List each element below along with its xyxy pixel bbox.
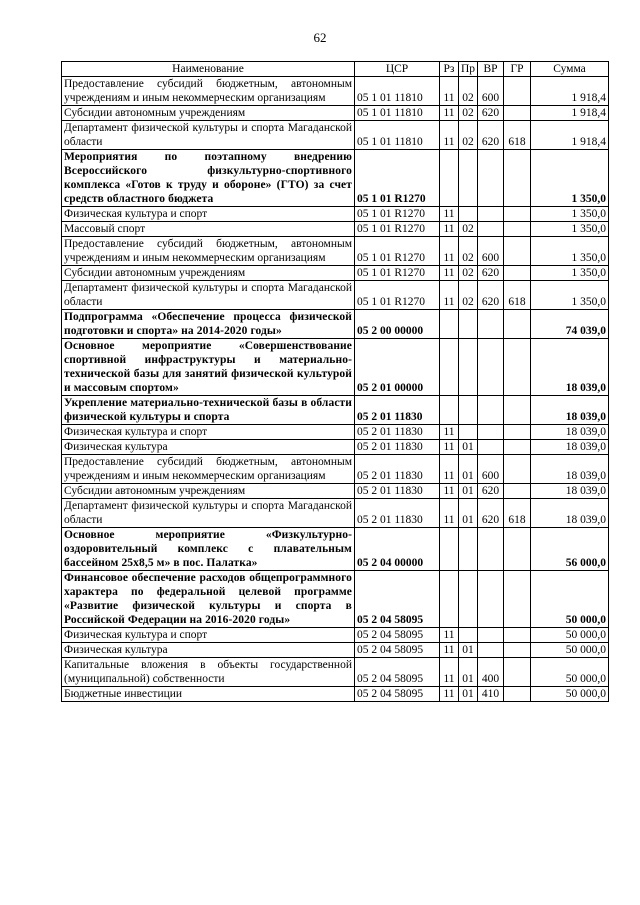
- row-csr: 05 2 04 58095: [355, 687, 440, 702]
- row-csr: 05 2 04 58095: [355, 571, 440, 628]
- row-rz: [440, 528, 459, 571]
- row-name: Предоставление субсидий бюджетным, автономным учреждениям и иным некоммерческим организациям: [62, 455, 355, 484]
- row-rz: [440, 310, 459, 339]
- row-csr: 05 1 01 R1270: [355, 266, 440, 281]
- row-vr: 410: [478, 687, 504, 702]
- row-sum: 50 000,0: [531, 687, 609, 702]
- row-pr: 01: [459, 499, 478, 528]
- row-gr: [504, 237, 531, 266]
- row-pr: [459, 425, 478, 440]
- row-pr: 01: [459, 484, 478, 499]
- row-sum: 18 039,0: [531, 440, 609, 455]
- row-rz: 11: [440, 628, 459, 643]
- row-sum: 1 350,0: [531, 150, 609, 207]
- table-row: [62, 222, 609, 237]
- row-rz: 11: [440, 643, 459, 658]
- row-rz: 11: [440, 440, 459, 455]
- row-pr: 01: [459, 440, 478, 455]
- table-row: [62, 310, 609, 339]
- row-csr: 05 2 01 11830: [355, 499, 440, 528]
- row-name: Департамент физической культуры и спорта Магаданской области: [62, 499, 355, 528]
- row-pr: 01: [459, 643, 478, 658]
- row-rz: 11: [440, 266, 459, 281]
- row-name: Субсидии автономным учреждениям: [62, 266, 355, 281]
- row-pr: 02: [459, 77, 478, 106]
- row-gr: [504, 222, 531, 237]
- row-rz: 11: [440, 455, 459, 484]
- row-vr: [478, 571, 504, 628]
- row-csr: 05 1 01 R1270: [355, 237, 440, 266]
- row-pr: [459, 396, 478, 425]
- row-sum: 18 039,0: [531, 455, 609, 484]
- row-sum: 18 039,0: [531, 484, 609, 499]
- row-csr: 05 2 01 11830: [355, 425, 440, 440]
- row-gr: [504, 571, 531, 628]
- table-row: [62, 425, 609, 440]
- row-name: Субсидии автономным учреждениям: [62, 106, 355, 121]
- row-name: Основное мероприятие «Совершенствование спортивной инфраструктуры и материально-технической базы для занятий физической культурой и массовым спортом»: [62, 339, 355, 396]
- row-name: Бюджетные инвестиции: [62, 687, 355, 702]
- row-rz: 11: [440, 658, 459, 687]
- table-row: [62, 121, 609, 150]
- row-rz: 11: [440, 281, 459, 310]
- row-pr: [459, 150, 478, 207]
- table-row: [62, 658, 609, 687]
- table-header-row: [62, 62, 609, 77]
- row-gr: [504, 339, 531, 396]
- row-rz: 11: [440, 77, 459, 106]
- row-csr: 05 1 01 11810: [355, 106, 440, 121]
- row-sum: 56 000,0: [531, 528, 609, 571]
- table-row: [62, 499, 609, 528]
- row-rz: [440, 396, 459, 425]
- row-csr: 05 1 01 R1270: [355, 222, 440, 237]
- table-row: [62, 150, 609, 207]
- row-csr: 05 2 00 00000: [355, 310, 440, 339]
- row-vr: [478, 207, 504, 222]
- row-gr: [504, 207, 531, 222]
- row-pr: [459, 528, 478, 571]
- row-gr: [504, 484, 531, 499]
- table-row: [62, 396, 609, 425]
- table-row: [62, 339, 609, 396]
- row-name: Субсидии автономным учреждениям: [62, 484, 355, 499]
- row-name: Департамент физической культуры и спорта Магаданской области: [62, 281, 355, 310]
- row-pr: 01: [459, 687, 478, 702]
- row-gr: [504, 628, 531, 643]
- row-rz: 11: [440, 207, 459, 222]
- budget-table: [61, 61, 609, 702]
- row-csr: 05 2 01 11830: [355, 440, 440, 455]
- row-vr: 600: [478, 455, 504, 484]
- row-name: Физическая культура и спорт: [62, 628, 355, 643]
- row-pr: 02: [459, 266, 478, 281]
- row-name: Предоставление субсидий бюджетным, автономным учреждениям и иным некоммерческим организациям: [62, 237, 355, 266]
- row-gr: [504, 310, 531, 339]
- row-name: Предоставление субсидий бюджетным, автономным учреждениям и иным некоммерческим организациям: [62, 77, 355, 106]
- row-rz: [440, 571, 459, 628]
- row-sum: 18 039,0: [531, 425, 609, 440]
- row-rz: [440, 339, 459, 396]
- row-rz: [440, 150, 459, 207]
- row-name: Физическая культура и спорт: [62, 207, 355, 222]
- row-sum: 1 350,0: [531, 281, 609, 310]
- row-gr: [504, 528, 531, 571]
- row-name: Физическая культура: [62, 643, 355, 658]
- row-vr: [478, 150, 504, 207]
- header-gr: ГР: [504, 62, 531, 77]
- row-rz: 11: [440, 121, 459, 150]
- row-pr: 02: [459, 237, 478, 266]
- header-pr: Пр: [459, 62, 478, 77]
- table-row: [62, 106, 609, 121]
- row-csr: 05 2 01 11830: [355, 484, 440, 499]
- table-row: [62, 484, 609, 499]
- row-gr: [504, 643, 531, 658]
- row-gr: [504, 658, 531, 687]
- header-sum: Сумма: [531, 62, 609, 77]
- row-sum: 50 000,0: [531, 658, 609, 687]
- row-name: Физическая культура: [62, 440, 355, 455]
- row-csr: 05 2 01 00000: [355, 339, 440, 396]
- row-pr: [459, 571, 478, 628]
- row-sum: 1 918,4: [531, 121, 609, 150]
- row-pr: [459, 310, 478, 339]
- row-vr: 620: [478, 266, 504, 281]
- row-csr: 05 1 01 R1270: [355, 150, 440, 207]
- row-pr: 01: [459, 455, 478, 484]
- row-gr: [504, 396, 531, 425]
- row-vr: [478, 440, 504, 455]
- row-rz: 11: [440, 106, 459, 121]
- table-row: [62, 266, 609, 281]
- row-vr: 620: [478, 281, 504, 310]
- row-name: Подпрограмма «Обеспечение процесса физической подготовки и спорта» на 2014-2020 годы»: [62, 310, 355, 339]
- row-gr: [504, 106, 531, 121]
- row-sum: 1 918,4: [531, 106, 609, 121]
- row-vr: [478, 310, 504, 339]
- row-rz: 11: [440, 222, 459, 237]
- row-sum: 50 000,0: [531, 643, 609, 658]
- row-gr: 618: [504, 281, 531, 310]
- row-vr: 620: [478, 106, 504, 121]
- row-name: Укрепление материально-технической базы в области физической культуры и спорта: [62, 396, 355, 425]
- row-sum: 1 350,0: [531, 237, 609, 266]
- row-sum: 1 350,0: [531, 222, 609, 237]
- row-sum: 1 918,4: [531, 77, 609, 106]
- row-name: Капитальные вложения в объекты государственной (муниципальной) собственности: [62, 658, 355, 687]
- page-number: 62: [313, 30, 327, 45]
- row-vr: [478, 396, 504, 425]
- table-row: [62, 237, 609, 266]
- table-row: [62, 440, 609, 455]
- row-rz: 11: [440, 425, 459, 440]
- row-gr: [504, 455, 531, 484]
- row-name: Массовый спорт: [62, 222, 355, 237]
- table-row: [62, 528, 609, 571]
- header-csr: ЦСР: [355, 62, 440, 77]
- row-vr: [478, 628, 504, 643]
- row-sum: 18 039,0: [531, 499, 609, 528]
- row-vr: 600: [478, 77, 504, 106]
- row-csr: 05 2 04 58095: [355, 658, 440, 687]
- table-row: [62, 628, 609, 643]
- row-gr: [504, 687, 531, 702]
- row-vr: [478, 643, 504, 658]
- row-vr: 400: [478, 658, 504, 687]
- row-csr: 05 1 01 R1270: [355, 281, 440, 310]
- row-sum: 18 039,0: [531, 339, 609, 396]
- table-row: [62, 643, 609, 658]
- header-name: Наименование: [62, 62, 355, 77]
- row-vr: [478, 528, 504, 571]
- row-csr: 05 2 04 58095: [355, 643, 440, 658]
- row-pr: 02: [459, 121, 478, 150]
- row-pr: [459, 207, 478, 222]
- row-sum: 18 039,0: [531, 396, 609, 425]
- row-csr: 05 1 01 11810: [355, 77, 440, 106]
- row-gr: [504, 266, 531, 281]
- row-csr: 05 2 01 11830: [355, 455, 440, 484]
- row-csr: 05 1 01 R1270: [355, 207, 440, 222]
- row-name: Департамент физической культуры и спорта Магаданской области: [62, 121, 355, 150]
- row-vr: 620: [478, 121, 504, 150]
- table-row: [62, 77, 609, 106]
- row-rz: 11: [440, 237, 459, 266]
- row-vr: 620: [478, 499, 504, 528]
- header-vr: ВР: [478, 62, 504, 77]
- row-csr: 05 2 01 11830: [355, 396, 440, 425]
- row-name: Финансовое обеспечение расходов общепрограммного характера по федеральной целевой программе «Развитие физической культуры и спорта в Российской Федерации на 2016-2020 годы»: [62, 571, 355, 628]
- row-name: Основное мероприятие «Физкультурно-оздоровительный комплекс с плавательным бассейном 25x8,5 м» в пос. Палатка»: [62, 528, 355, 571]
- row-rz: 11: [440, 499, 459, 528]
- row-csr: 05 1 01 11810: [355, 121, 440, 150]
- row-gr: 618: [504, 499, 531, 528]
- row-pr: 02: [459, 281, 478, 310]
- row-vr: [478, 425, 504, 440]
- table-body: [62, 77, 609, 702]
- table-row: [62, 455, 609, 484]
- row-vr: [478, 339, 504, 396]
- table-row: [62, 571, 609, 628]
- row-sum: 1 350,0: [531, 266, 609, 281]
- table-row: [62, 207, 609, 222]
- row-pr: 01: [459, 658, 478, 687]
- row-gr: [504, 440, 531, 455]
- row-rz: 11: [440, 484, 459, 499]
- row-pr: [459, 628, 478, 643]
- row-csr: 05 2 04 00000: [355, 528, 440, 571]
- row-vr: [478, 222, 504, 237]
- row-gr: [504, 150, 531, 207]
- header-rz: Рз: [440, 62, 459, 77]
- row-sum: 50 000,0: [531, 571, 609, 628]
- table-row: [62, 687, 609, 702]
- row-gr: [504, 425, 531, 440]
- row-csr: 05 2 04 58095: [355, 628, 440, 643]
- row-rz: 11: [440, 687, 459, 702]
- row-pr: [459, 339, 478, 396]
- table-row: [62, 281, 609, 310]
- row-sum: 1 350,0: [531, 207, 609, 222]
- row-vr: 600: [478, 237, 504, 266]
- row-gr: [504, 77, 531, 106]
- row-name: Мероприятия по поэтапному внедрению Всероссийского физкультурно-спортивного комплекса «Готов к труду и обороне» (ГТО) за счет средств областного бюджета: [62, 150, 355, 207]
- row-sum: 74 039,0: [531, 310, 609, 339]
- row-pr: 02: [459, 106, 478, 121]
- row-sum: 50 000,0: [531, 628, 609, 643]
- row-name: Физическая культура и спорт: [62, 425, 355, 440]
- row-gr: 618: [504, 121, 531, 150]
- row-vr: 620: [478, 484, 504, 499]
- row-pr: 02: [459, 222, 478, 237]
